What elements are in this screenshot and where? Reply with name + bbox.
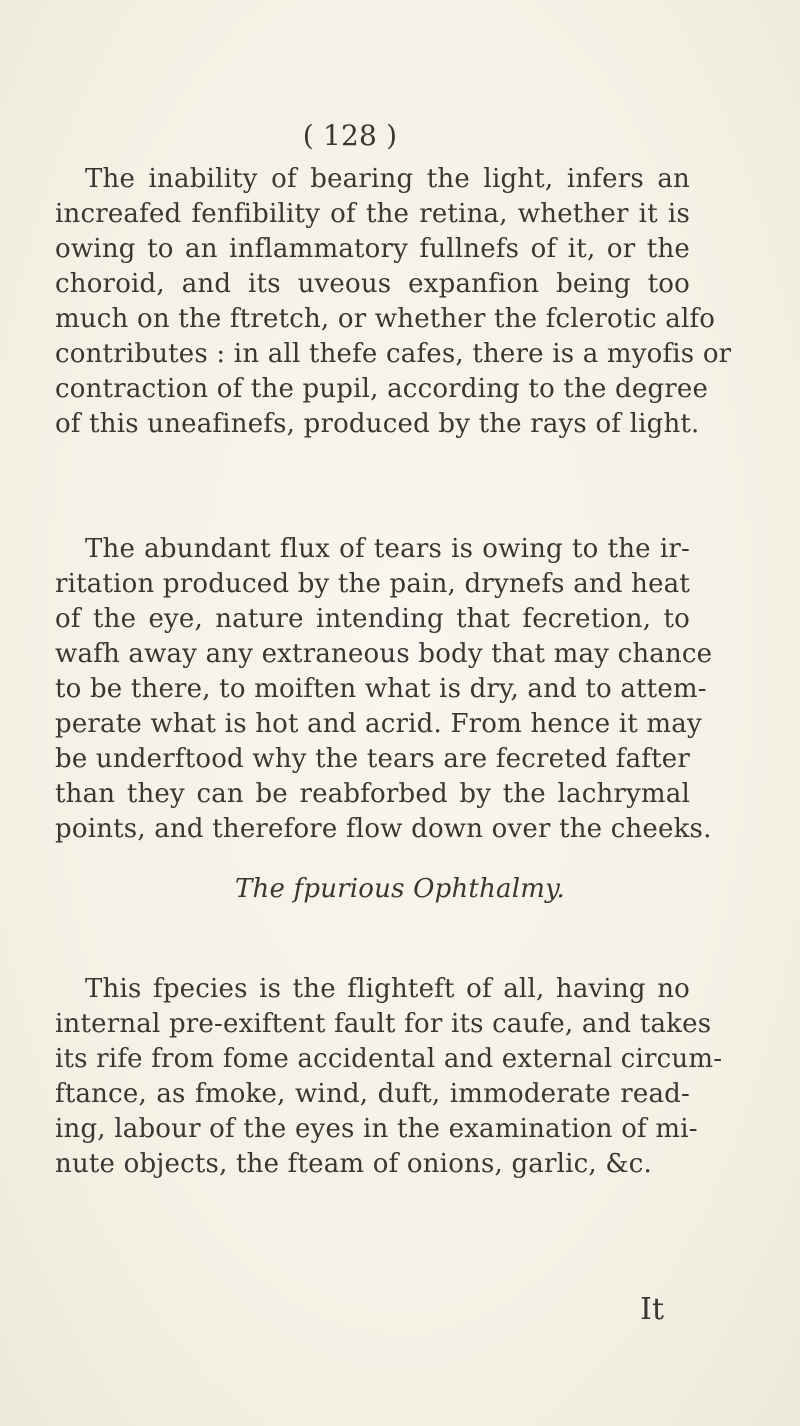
paragraph-line: owing to an inflammatory fullnefs of it, or the: [55, 234, 690, 264]
paragraph-1: [55, 162, 732, 442]
paragraph-line: The inability of bearing the light, infers an: [85, 164, 690, 194]
paragraph-line: increafed fenfibility of the retina, whether it is: [55, 199, 690, 229]
page-number: ( 128 ): [302, 119, 398, 152]
paragraph-line: much on the ftretch, or whether the fclerotic alfo: [55, 304, 716, 334]
paragraph-line: contraction of the pupil, according to the degree: [55, 374, 709, 404]
paragraph-line: wafh away any extraneous body that may chance: [55, 639, 713, 669]
section-heading: The fpurious Ophthalmy.: [235, 874, 565, 904]
paragraph-2: [55, 532, 713, 847]
paragraph-line: to be there, to moiften what is dry, and to attem-: [55, 674, 707, 704]
paragraph-line: This fpecies is the flighteft of all, having no: [85, 974, 690, 1004]
paragraph-line: points, and therefore flow down over the cheeks.: [55, 814, 712, 844]
paragraph-line: perate what is hot and acrid. From hence it may: [55, 709, 702, 739]
paragraph-line: The abundant flux of tears is owing to the ir-: [85, 534, 690, 564]
paragraph-3: [55, 972, 723, 1182]
paragraph-line: ing, labour of the eyes in the examination of mi-: [55, 1114, 698, 1144]
paragraph-line: nute objects, the fteam of onions, garlic, &c.: [55, 1149, 652, 1179]
paragraph-line: contributes : in all thefe cafes, there is a myofis or: [55, 339, 732, 369]
paragraph-line: its rife from fome accidental and external circum-: [55, 1044, 723, 1074]
paragraph-line: ftance, as fmoke, wind, duft, immoderate read-: [55, 1079, 690, 1109]
paragraph-line: than they can be reabforbed by the lachrymal: [55, 779, 690, 809]
paragraph-line: be underftood why the tears are fecreted fafter: [55, 744, 690, 774]
paragraph-line: internal pre-exiftent fault for its caufe, and takes: [55, 1009, 712, 1039]
paragraph-line: of the eye, nature intending that fecretion, to: [55, 604, 690, 634]
paragraph-line: choroid, and its uveous expanfion being too: [55, 269, 690, 299]
paragraph-line: ritation produced by the pain, drynefs and heat: [55, 569, 691, 599]
catchword: It: [640, 1292, 665, 1327]
paragraph-line: of this uneafinefs, produced by the rays of light.: [55, 409, 700, 439]
